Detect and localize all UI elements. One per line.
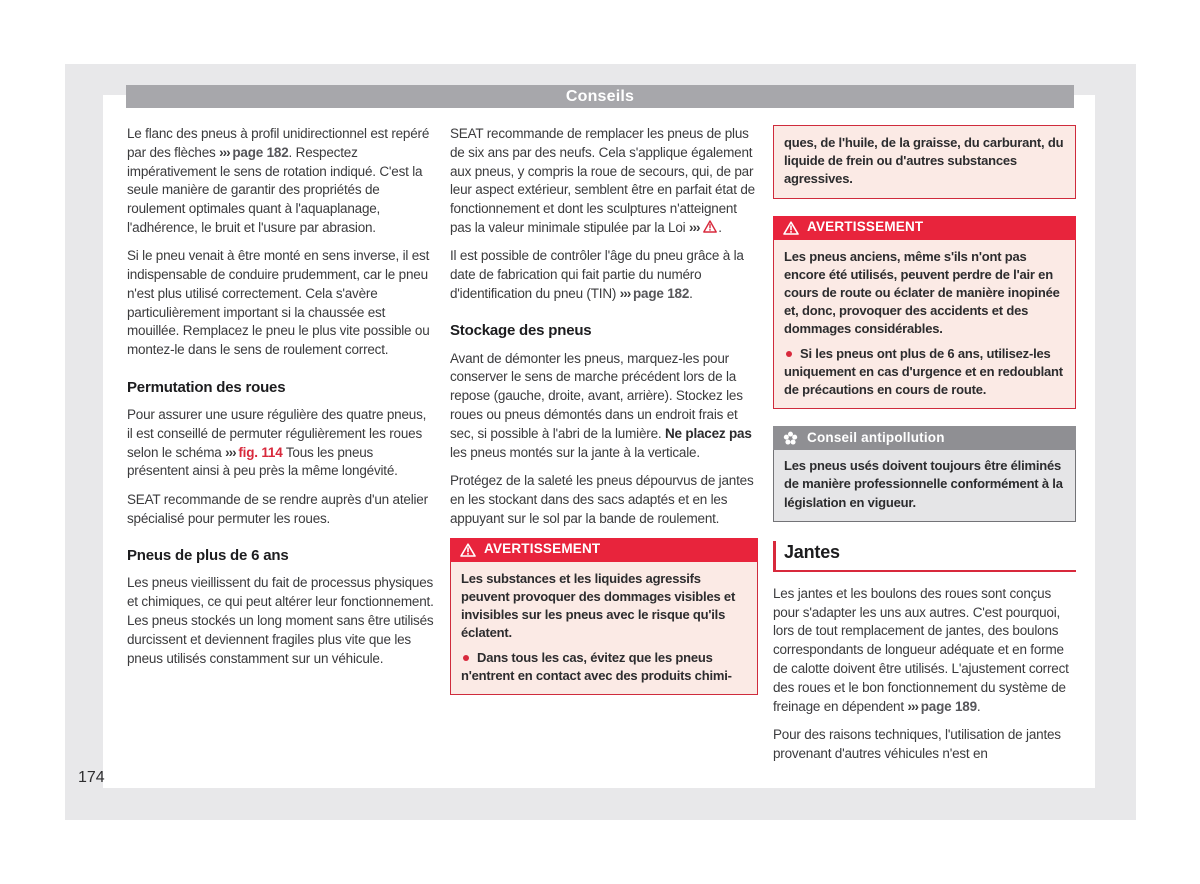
- warning-text: Les pneus anciens, même s'ils n'ont pas encore été utilisés, peuvent perdre de l'air en cours de route ou éclater de manière inopinée et, donc, provoquer des accidents et des dommages considérables.: [784, 248, 1060, 337]
- text-segment: ›››: [619, 285, 633, 301]
- warning-bullet-item: [784, 345, 1065, 400]
- warning-title: AVERTISSEMENT: [807, 219, 924, 235]
- warning-body: [774, 240, 1075, 409]
- text-segment: page 182: [232, 144, 289, 160]
- bullet-dot: [786, 351, 792, 357]
- text-segment: Pour des raisons techniques, l'utilisation de jantes provenant d'autres véhicules n'est en: [773, 726, 1061, 761]
- warning-continuation-box: [773, 125, 1076, 199]
- warning-title: AVERTISSEMENT: [484, 541, 601, 557]
- inline-warning-icon: [703, 220, 717, 233]
- text-segment: Ne placez pas: [664, 425, 752, 441]
- eco-tip-title: Conseil antipollution: [807, 429, 945, 445]
- text-segment: ›››: [689, 219, 703, 235]
- paragraph-rims-other-vehicles: [773, 726, 1076, 764]
- text-segment: . Respectez impérativement le sens de rotation indiqué. C'est la seule manière de garantir des propriétés de roulement optimales quant à l'aquaplanage, l'adhérence, le bruit et l'usure par abrasion.: [127, 144, 423, 235]
- text-segment: .: [718, 219, 722, 235]
- text-segment: fig. 114: [238, 444, 283, 460]
- paragraph-tire-direction: [127, 125, 435, 238]
- eco-tip-body: [774, 450, 1075, 521]
- text-segment: Le flanc des pneus à profil unidirectionnel est repéré par des flèches: [127, 126, 430, 160]
- paragraph-rotation: [127, 406, 435, 481]
- text-segment: .: [689, 285, 693, 301]
- section-heading-jantes: [773, 541, 1076, 572]
- warning-box-old-tires: [773, 216, 1076, 410]
- warning-box-substances: [450, 538, 758, 695]
- text-segment: ›››: [219, 144, 233, 160]
- warning-continuation-text: ques, de l'huile, de la graisse, du carburant, du liquide de frein ou d'autres substances agressives.: [784, 135, 1064, 187]
- text-segment: Avant de démonter les pneus, marquez-les pour conserver le sens de marche précédent lors de la repose (gauche, droite, avant, arrière). Stockez les roues ou pneus démontés dans un endroit frais et sec, si possible à l'abri de la lumière.: [450, 350, 743, 441]
- warning-body: [451, 562, 757, 694]
- warning-triangle-icon: [460, 543, 476, 557]
- text-segment: Protégez de la saleté les pneus dépourvus de jantes en les stockant dans des sacs adaptés et en les appuyant sur le sol par la bande de roulement.: [450, 472, 754, 526]
- text-segment: .: [976, 698, 981, 714]
- paragraph-rims-bolts: [773, 585, 1076, 717]
- warning-bullet-text: Si les pneus ont plus de 6 ans, utilisez-les uniquement en cas d'urgence et en redoublant de précautions en cours de route.: [784, 345, 1063, 398]
- bullet-dot: [463, 655, 469, 661]
- text-segment: Il est possible de contrôler l'âge du pneu grâce à la date de fabrication qui fait partie du numéro d'identification du pneu (TIN): [450, 248, 744, 301]
- text-segment: ›››: [907, 698, 921, 714]
- text-segment: Tous les pneus présentent ainsi à peu près la même longévité.: [127, 444, 398, 479]
- warning-body: [774, 126, 1075, 198]
- paragraph-seat-workshop: [127, 491, 435, 529]
- warning-triangle-icon: [783, 221, 799, 235]
- paragraph-protect-dirt: [450, 472, 758, 528]
- paragraph-reverse-mounting: [127, 247, 435, 360]
- paragraph-storage: [450, 350, 758, 463]
- subheading-stockage-pneus: Stockage des pneus: [450, 322, 592, 340]
- text-segment: Si le pneu venait à être monté en sens inverse, il est indispensable de conduire prudemment, car le pneu n'est plus utilisé correctement. Cela s'avère particulièrement important si la chaussée est mouillée. Remplacez le pneu le plus vite possible ou montez-le dans le sens de roulement correct.: [127, 248, 430, 358]
- text-segment: page 189: [920, 698, 977, 714]
- warning-bullet-text: Dans tous les cas, évitez que les pneus n'entrent en contact avec des produits chimi-: [461, 649, 732, 683]
- paragraph-tin-date: [450, 247, 758, 303]
- eco-flower-icon: [783, 431, 798, 446]
- page-number: 174: [78, 769, 105, 786]
- text-segment: Les pneus vieillissent du fait de processus physiques et chimiques, ce qui peut altérer leur fonctionnement. Les pneus stockés un long moment sans être utilisés durcissent et deviennent fragiles plus vite que les pneus utilisés constamment sur un véhicule.: [127, 575, 434, 666]
- subheading-permutation-roues: Permutation des roues: [127, 378, 286, 396]
- left-column: [127, 125, 435, 678]
- eco-tip-box: [773, 426, 1076, 522]
- section-title: Jantes: [784, 541, 840, 562]
- warning-text: Les substances et les liquides agressifs peuvent provoquer des dommages visibles et invisibles sur les pneus avec le risque qu'ils éclatent.: [461, 570, 736, 641]
- text-segment: les pneus montés sur la jante à la verticale.: [450, 444, 700, 460]
- text-segment: Les jantes et les boulons des roues sont conçus pour s'adapter les uns aux autres. C'est pourquoi, lors de tout remplacement de jantes, des boulons correspondants de longueur adéquate et en forme de calotte doivent être utilisés. L'ajustement correct des roues et le bon fonctionnement du système de freinage en dépendent: [773, 585, 1069, 714]
- text-segment: page 182: [632, 285, 690, 301]
- paragraph-tire-aging: [127, 574, 435, 668]
- page-title: Conseils: [565, 87, 635, 105]
- text-segment: SEAT recommande de se rendre auprès d'un atelier spécialisé pour permuter les roues.: [127, 491, 428, 526]
- right-column: [773, 125, 1076, 773]
- text-segment: ›››: [225, 444, 239, 460]
- text-segment: Pour assurer une usure régulière des quatre pneus, il est conseillé de permuter régulièrement les roues selon le schéma: [127, 407, 427, 460]
- conseils-header-bar: [126, 85, 1074, 108]
- subheading-pneus-6-ans: Pneus de plus de 6 ans: [127, 546, 289, 564]
- eco-tip-text: Les pneus usés doivent toujours être éliminés de manière professionnelle conformément à la législation en vigueur.: [784, 458, 1063, 510]
- text-segment: SEAT recommande de remplacer les pneus de plus de six ans par des neufs. Cela s'applique également aux pneus, y compris la roue de secours, qui, de par leur aspect extérieur, semblent être en parfait état de fonctionnement et dont les sculptures n'atteignent pas la valeur minimale stipulée par la Loi: [450, 126, 755, 235]
- warning-header: [450, 538, 758, 562]
- warning-bullet-item: [461, 649, 747, 685]
- middle-column: [450, 125, 758, 712]
- warning-header: [773, 216, 1076, 240]
- eco-tip-header: [773, 426, 1076, 450]
- paragraph-replace-6-years: [450, 125, 758, 238]
